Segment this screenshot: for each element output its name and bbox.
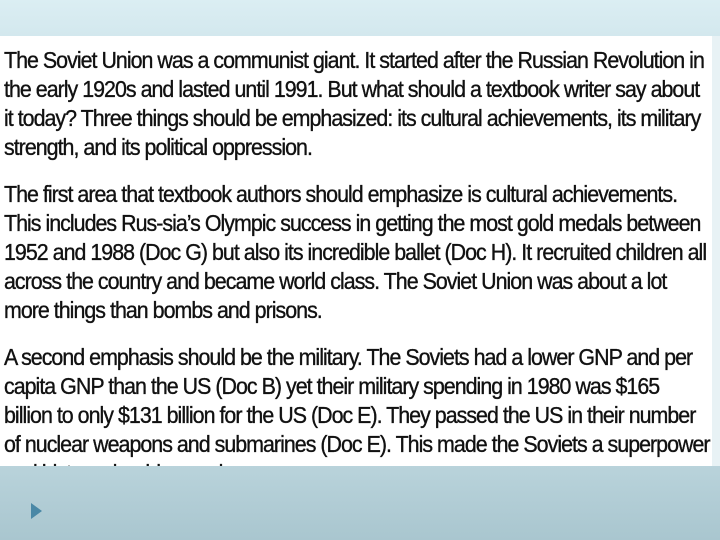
essay-text-panel bbox=[0, 36, 712, 466]
slide-top-band bbox=[0, 0, 720, 36]
panel-right-edge bbox=[712, 36, 720, 466]
paragraph-military: A second emphasis should be the military. The Soviets had a lower GNP and per capita GNP than the US (Doc B) yet their military spending in 1980 was $165 billion to only $131 billion for the US (Doc E). They passed the US in their number of nuclear weapons and submarines (Doc E). This made the Soviets a superpower bbox=[4, 344, 710, 457]
paragraph-intro: The Soviet Union was a communist giant. It started after the Russian Revolution in the early 1920s and lasted until 1991. But what should a textbook writer say about it today? Three things should be emphasized: its cultural achievements, its military strength, and its political oppression. bbox=[4, 47, 704, 160]
slide-bottom-band bbox=[0, 466, 720, 540]
triangle-right-icon bbox=[31, 503, 42, 519]
paragraph-cultural-achievements: The first area that textbook authors should emphasize is cultural achievements. This includes Rus-sia’s Olympic success in getting the most gold medals between 1952 and 1988 (Doc G) but also its incredible ballet (Doc H). It recruited children all across the country and became world class. The Soviet Union was about a lot more things than bombs and prisons. bbox=[4, 181, 707, 323]
